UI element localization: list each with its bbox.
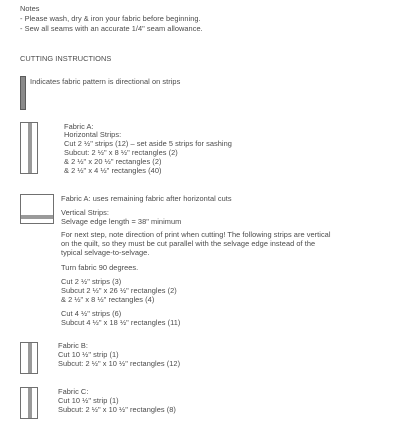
fabric-c-strip-icon <box>20 387 38 419</box>
fabric-b-strip-icon <box>20 342 38 374</box>
direction-note-line-1: For next step, note direction of print when cutting! The following strips are vertical <box>61 230 331 239</box>
direction-note-line-3: typical selvage-to-selvage. <box>61 248 150 257</box>
selvage-length: Selvage edge length = 38" minimum <box>61 217 182 226</box>
fabric-b-subcut: Subcut: 2 ½" x 10 ½" rectangles (12) <box>58 359 181 368</box>
notes-line-2: - Sew all seams with an accurate 1/4" seam allowance. <box>20 24 203 33</box>
fabric-c-subcut: Subcut: 2 ½" x 10 ½" rectangles (8) <box>58 405 176 414</box>
cutting-heading: CUTTING INSTRUCTIONS <box>20 54 112 63</box>
group1-subcut-1: Subcut 2 ½" x 26 ½" rectangles (2) <box>61 286 177 295</box>
group1-subcut-2: & 2 ½" x 8 ½" rectangles (4) <box>61 295 155 304</box>
fabric-a-cut-line: Cut 2 ½" strips (12) – set aside 5 strips for sashing <box>64 139 232 148</box>
fabric-a-horizontal-heading: Horizontal Strips: <box>64 130 122 139</box>
directional-strip-icon <box>20 76 26 110</box>
fabric-a-label: Fabric A: <box>64 122 94 131</box>
fabric-b-label: Fabric B: <box>58 341 89 350</box>
direction-note-line-2: on the quilt, so they must be cut parallel with the selvage edge instead of the <box>61 239 316 248</box>
notes-heading: Notes <box>20 4 40 13</box>
fabric-a-horizontal-strip-icon <box>20 194 54 224</box>
fabric-b-cut: Cut 10 ½" strip (1) <box>58 350 119 359</box>
notes-line-1: - Please wash, dry & iron your fabric before beginning. <box>20 14 201 23</box>
turn-fabric-text: Turn fabric 90 degrees. <box>61 263 139 272</box>
fabric-c-label: Fabric C: <box>58 387 89 396</box>
fabric-a-subcut-line-1: Subcut: 2 ½" x 8 ½" rectangles (2) <box>64 148 178 157</box>
vertical-strips-heading: Vertical Strips: <box>61 208 110 217</box>
group2-subcut: Subcut 4 ½" x 18 ½" rectangles (11) <box>61 318 181 327</box>
fabric-c-cut: Cut 10 ½" strip (1) <box>58 396 119 405</box>
group1-cut: Cut 2 ½" strips (3) <box>61 277 122 286</box>
group2-cut: Cut 4 ½" strips (6) <box>61 309 122 318</box>
fabric-a-vertical-title: Fabric A: uses remaining fabric after horizontal cuts <box>61 194 232 203</box>
legend-text: Indicates fabric pattern is directional on strips <box>30 77 181 86</box>
fabric-a-strip-icon <box>20 122 38 174</box>
fabric-a-subcut-line-2: & 2 ½" x 20 ½" rectangles (2) <box>64 157 162 166</box>
fabric-a-subcut-line-3: & 2 ½" x 4 ½" rectangles (40) <box>64 166 162 175</box>
